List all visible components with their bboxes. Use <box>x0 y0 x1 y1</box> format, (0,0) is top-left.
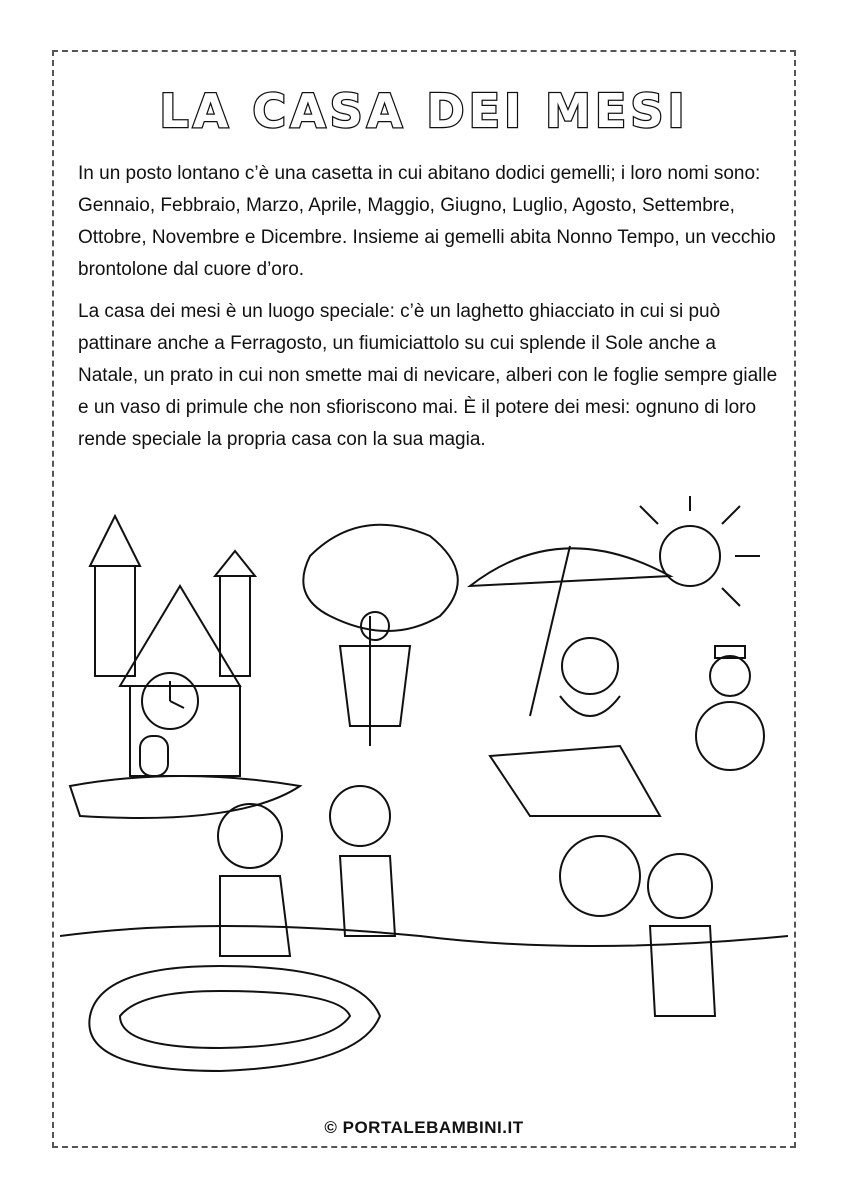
sun-illustration <box>640 496 760 606</box>
children-illustration <box>218 786 715 1016</box>
snowman-illustration <box>696 646 764 770</box>
paragraph-intro: In un posto lontano c’è una casetta in cui abitano dodici gemelli; i loro nomi sono: Gennaio, Febbraio, Marzo, Aprile, Maggio, Giugno, Luglio, Agosto, Settembre, Ottobre, Novembre e Dicembre. Insieme ai gemelli abita Nonno Tempo, un vecchio brontolone dal cuore d’oro. <box>78 163 776 280</box>
ground-line <box>60 926 788 946</box>
copyright-footer: © PORTALEBAMBINI.IT <box>324 1118 524 1137</box>
coloring-illustration <box>60 496 788 1096</box>
tree-illustration <box>303 525 457 746</box>
grandfather-time-illustration <box>490 638 660 816</box>
page-title: LA CASA DEI MESI <box>159 84 689 138</box>
umbrella-illustration <box>470 546 670 716</box>
house-illustration <box>70 516 300 818</box>
paragraph-description: La casa dei mesi è un luogo speciale: c’è un laghetto ghiacciato in cui si può pattinare anche a Ferragosto, un fiumiciattolo su cui splende il Sole anche a Natale, un prato in cui non smette mai di nevicare, alberi con le foglie sempre gialle e un vaso di primule che non sfioriscono mai. È il potere dei mesi: ognuno di loro rende speciale la propria casa con la sua magia. <box>78 301 778 450</box>
ice-pond-illustration <box>89 966 380 1071</box>
